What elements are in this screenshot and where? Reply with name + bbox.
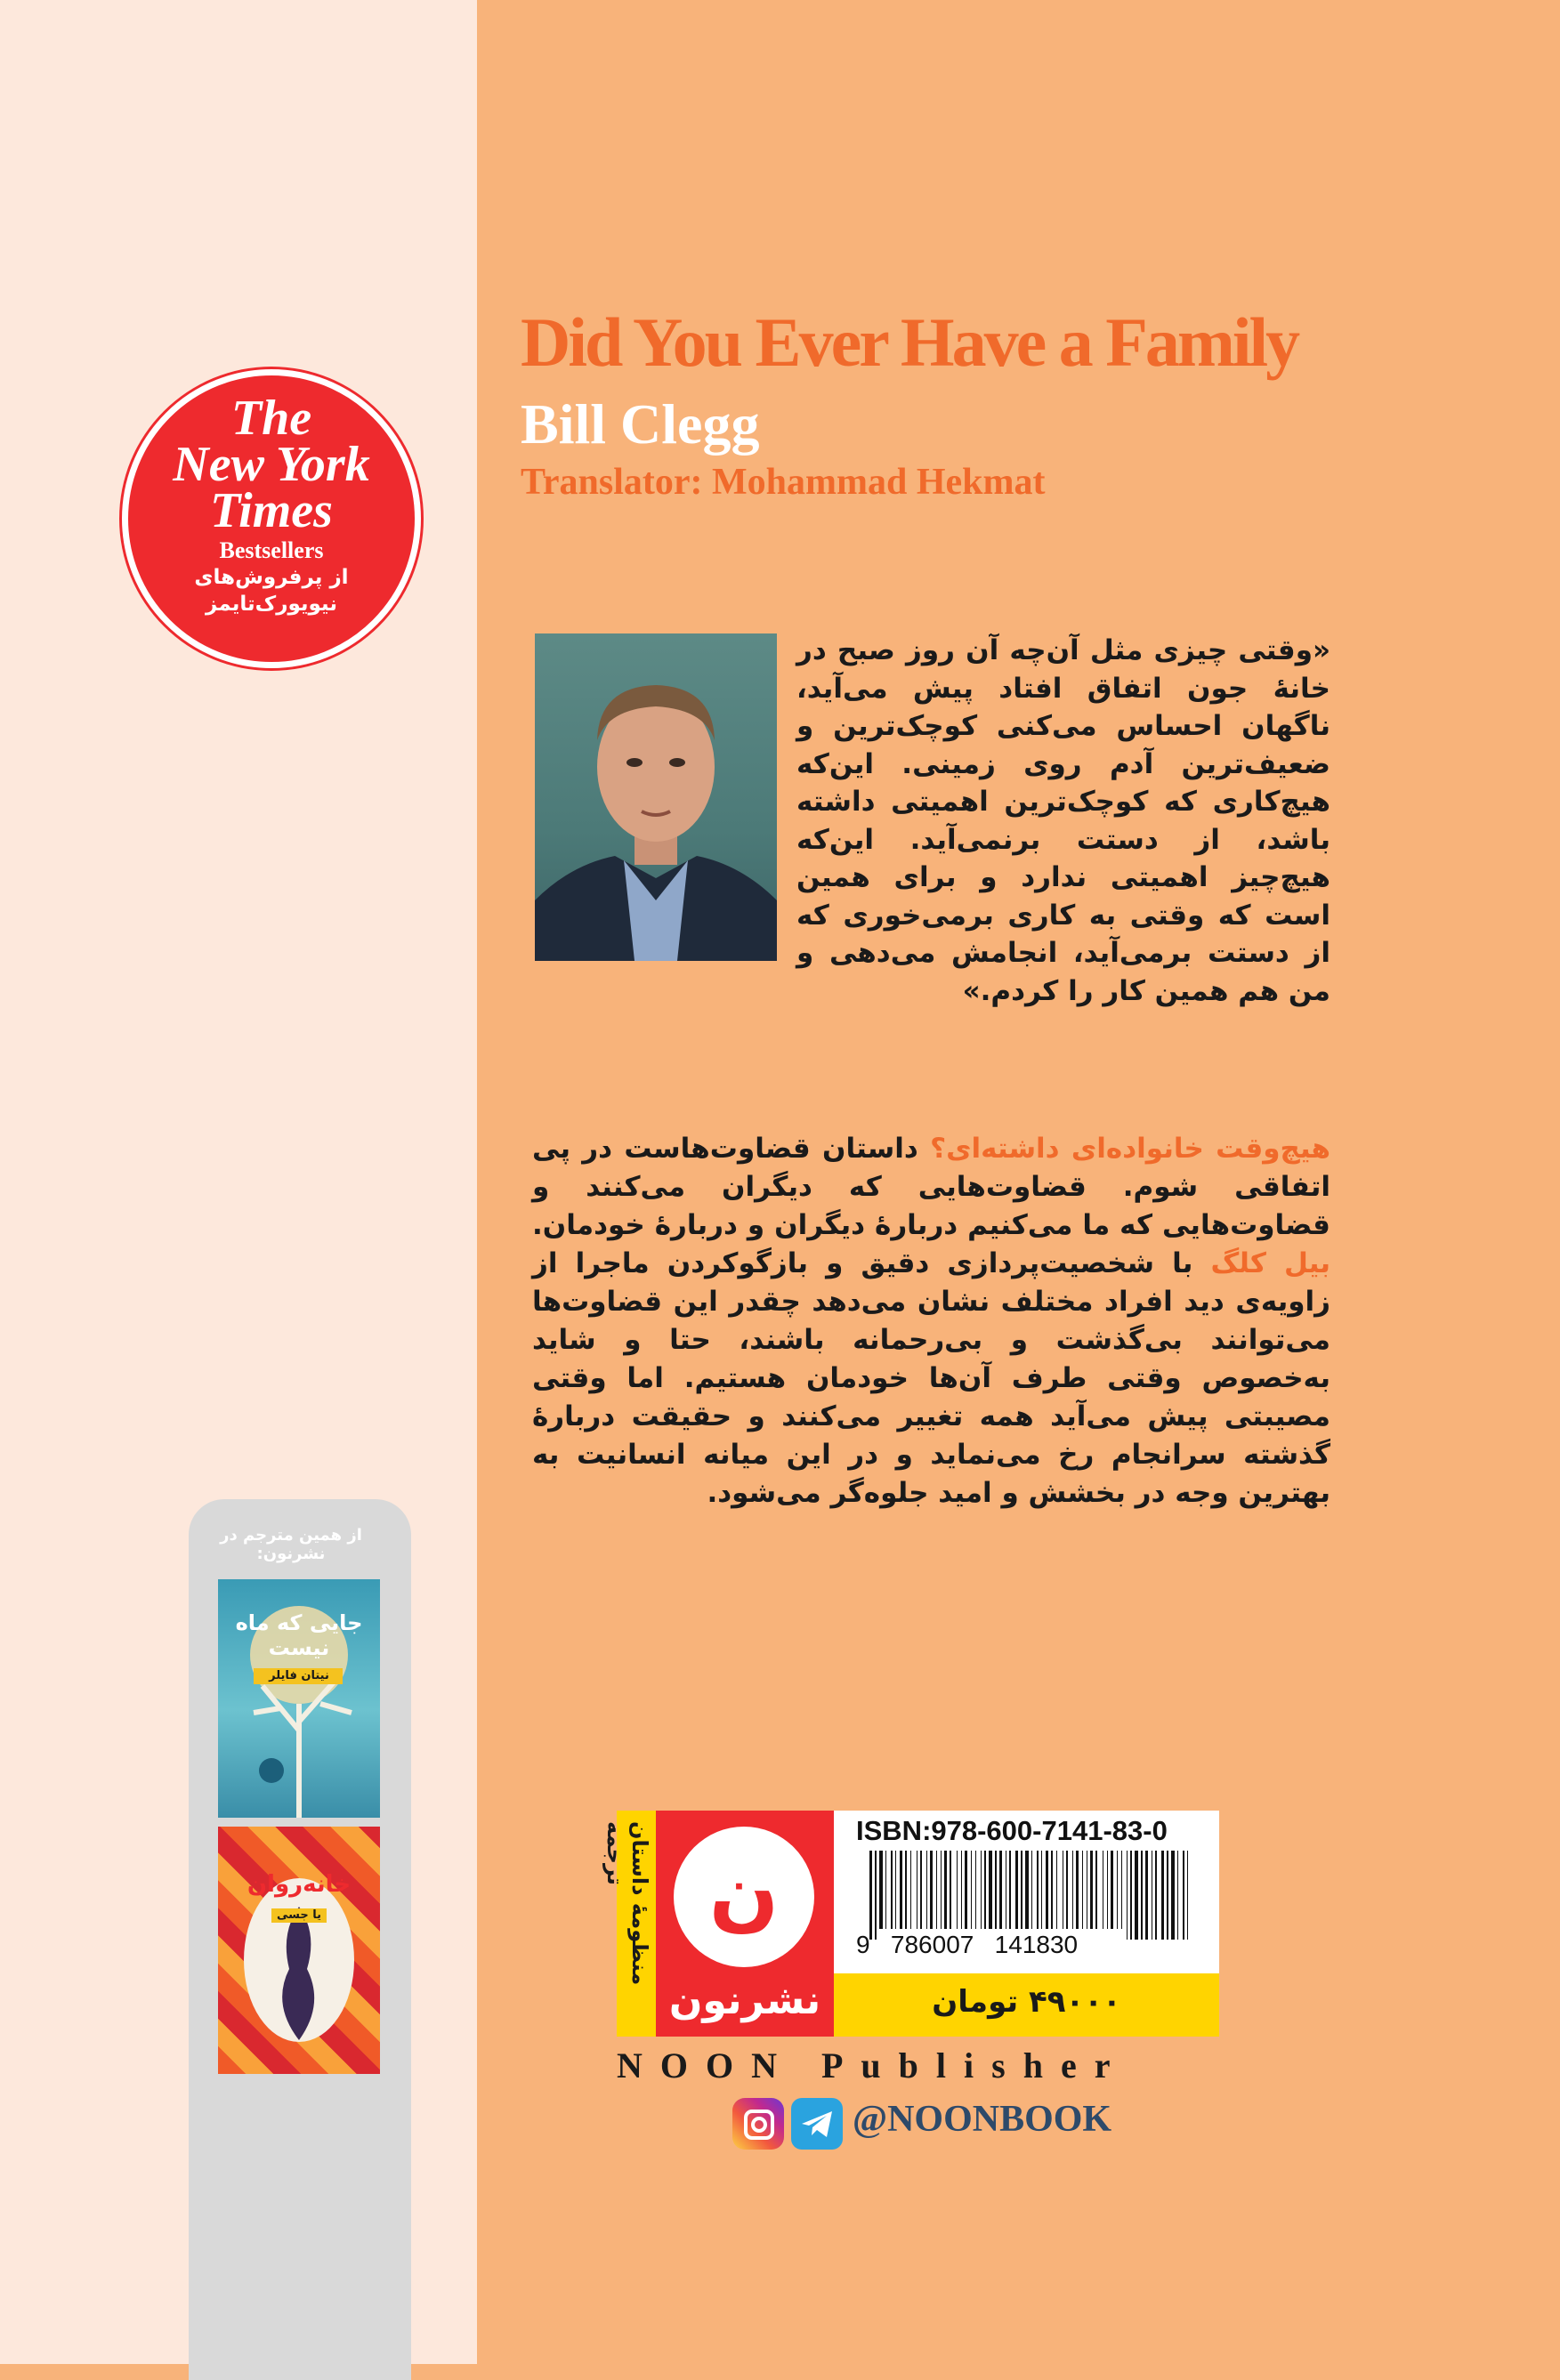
series-label: منظومهٔ داستان ترجمه [602, 1821, 652, 1986]
price-text: ۴۹۰۰۰ تومان [932, 1984, 1121, 2020]
telegram-icon[interactable] [791, 2098, 843, 2150]
book1-title: جایی که ماه نیست [235, 1610, 363, 1660]
book-author: Bill Clegg [521, 392, 760, 456]
nyt-logo [128, 391, 415, 538]
publisher-logo [656, 1811, 834, 2037]
price-strip [834, 1973, 1219, 2037]
instagram-icon[interactable] [732, 2098, 784, 2150]
author-quote: «وقتی چیزی مثل آن‌چه آن روز صبح در خانهٔ جون اتفاق افتاد پیش می‌آید، ناگهان احساس می‌کنی کوچک‌ترین و ضعیف‌ترین آدم روی زمینی. این‌که هیچ‌کاری که کوچک‌ترین اهمیتی داشته باشد، از دستت برنمی‌آید. این‌که هیچ‌چیز اهمیتی ندارد و برای همین است که وقتی به کاری برمی‌خوری که از دستت برمی‌آید، انجامش می‌دهی و من هم همین کار را کردم.» [796, 634, 1330, 1007]
translator-credit: Translator: Mohammad Hekmat [521, 462, 1046, 503]
book2-author: یا جسی [276, 1908, 322, 1922]
barcode-icon [869, 1851, 1190, 1940]
publisher-name-en: NOON Publisher [617, 2045, 1128, 2086]
publisher-logo-letter: ن [708, 1845, 780, 1940]
description-part-2: با شخصیت‌پردازی دقیق و بازگوکردن ماجرا از زاویه‌ی دید افراد مختلف نشان می‌دهد چقدر این قضاوت‌ها می‌توانند بی‌گذشت و بی‌رحمانه باشند، حتا و شاید به‌خصوص وقتی طرف آن‌ها خودمان هستیم. اما وقتی مصیبتی پیش می‌آید همه تغییر می‌کنند و حقیقت دربارهٔ گذشته سرانجام رخ می‌نماید و در این میانه انسانیت به بهترین وجه در بخشش و امید جلوه‌گر می‌شود. [532, 1247, 1330, 1509]
publisher-logo-circle [674, 1827, 814, 1967]
book2-title: خانه‌روان [247, 1871, 352, 1898]
author-portrait-illustration [535, 633, 777, 961]
book-title: Did You Ever Have a Family [521, 303, 1298, 381]
book-cover-art-2 [218, 1827, 380, 2074]
series-label-strip [602, 1811, 656, 2037]
nyt-bestseller-badge [122, 369, 421, 668]
other-book-cover-1 [218, 1579, 380, 1818]
other-book-cover-2 [218, 1827, 380, 2074]
badge-fa-line-2: نیویورک‌تایمز [206, 593, 337, 616]
book-description [532, 1130, 1330, 1513]
nyt-line-3: Times [210, 483, 333, 538]
isbn-text: ISBN:978-600-7141-83-0 [856, 1815, 1168, 1846]
badge-bestsellers: Bestsellers [219, 537, 324, 563]
badge-fa-line-1: از پرفروش‌های [194, 566, 349, 589]
book1-author: نیتان فایلر [269, 1669, 329, 1682]
nyt-line-1: The [230, 391, 312, 446]
description-book-title: هیچ‌وقت خانواده‌ای داشته‌ای؟ [930, 1133, 1330, 1165]
publisher-logo-name: نشرنون [668, 1978, 821, 2023]
description-part-1: داستان قضاوت‌هاست در پی اتفاقی شوم. قضاوت‌هایی که دیگران می‌کنند و قضاوت‌هایی که ما می‌کنیم دربارهٔ دیگران و دربارهٔ خودمان. [532, 1133, 1330, 1241]
other-books-label: از همین مترجم در نشرنون: [220, 1526, 362, 1563]
nyt-line-2: New York [173, 437, 370, 492]
barcode-digits: 9 786007 141830 [856, 1931, 1079, 1958]
author-photo [535, 633, 777, 961]
description-author-name: بیل کلگ [1210, 1247, 1330, 1279]
social-handle[interactable]: @NOONBOOK [853, 2099, 1112, 2140]
